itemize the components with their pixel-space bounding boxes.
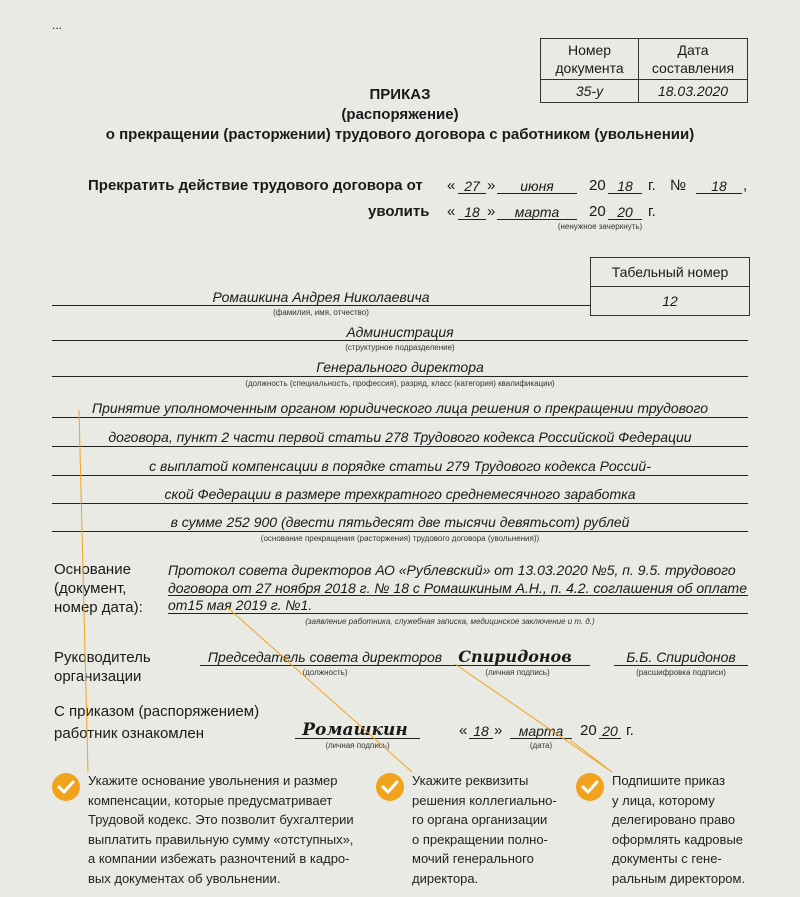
note-line: Трудовой кодекс. Это позволит бухгалтерии [88,812,354,827]
year-prefix: 20 [580,722,597,739]
note-line: у лица, которому [612,792,715,808]
acquainted-label-line: работник ознакомлен [54,725,204,742]
acquainted-year: 20 [602,723,618,739]
position-caption: (должность (специальность, профессия), разряд, класс (категория) квалификации) [245,379,555,388]
note-line: директора. [412,870,479,886]
check-icon [576,773,604,801]
comma: , [743,177,748,194]
department-caption: (структурное подразделение) [345,343,455,352]
employee-signature: Ромашкин [302,720,408,740]
doc-date-value: 18.03.2020 [639,80,748,103]
check-icon [52,773,80,801]
basis-line: Протокол совета директоров АО «Рублевский» от 13.03.2020 №5, п. 9.5. трудового [168,562,736,578]
note-line: решения коллегиально- [412,792,557,808]
contract-day: 27 [464,178,480,194]
year-suffix: г. [648,203,656,220]
tabel-value: 12 [662,293,678,309]
acquainted-label-line: С приказом (распоряжением) [54,703,260,720]
number-sign: № [670,177,687,194]
note-line: о прекращении полно- [412,831,548,847]
dismiss-day: 18 [464,204,480,220]
head-decoding-caption: (расшифровка подписи) [636,668,726,677]
title-line3: о прекращении (расторжении) трудового договора с работником (увольнении) [105,126,695,143]
note-line: ральным директором. [612,870,746,886]
year-prefix: 20 [589,177,606,194]
head-label-line: организации [54,668,142,685]
quote-close: » [487,203,496,220]
basis-line: договора от 27 ноября 2018 г. № 18 с Ромашкиным А.Н., п. 4.2. соглашения об оплате [168,580,748,596]
note-line: делегировано право [612,812,736,827]
date-caption: (дата) [529,741,553,750]
basis-label-line: номер дата): [54,599,143,616]
note-line: а компании избежать разночтений в кадро- [88,851,350,866]
tabel-header: Табельный номер [591,258,749,287]
employee-department: Администрация [346,324,454,340]
title-line2: (распоряжение) [341,106,459,123]
reason-line: в сумме 252 900 (двести пятьдесят две тысячи девятьсот) рублей [170,514,630,530]
contract-year: 18 [617,178,633,194]
quote-open: « [447,177,456,194]
doc-number-header: Номер документа [541,39,639,80]
quote-close: » [487,177,496,194]
basis-caption: (заявление работника, служебная записка, медицинское заключение и т. д.) [305,617,595,626]
contract-number: 18 [711,178,727,194]
dismiss-month: марта [514,204,560,220]
note-line: документы с генe- [612,851,722,866]
employee-name-caption: (фамилия, имя, отчество) [273,308,369,317]
head-signature: Спиридонов [458,647,572,666]
note-line: Укажите реквизиты [412,773,529,788]
note-line: Подпишите приказ [612,773,726,788]
year-prefix: 20 [589,203,606,220]
head-decoding: Б.Б. Спиридонов [626,649,736,665]
head-signature-caption: (личная подпись) [485,668,550,677]
terminate-label: Прекратить действие трудового договора от [88,177,423,194]
title-line1: ПРИКАЗ [369,86,431,103]
note-line: выплатить правильную сумму «отступных», [88,831,354,847]
note-3 [612,771,745,888]
head-position: Председатель совета директоров [207,649,443,665]
note-2 [412,771,557,888]
note-line: вых документах об увольнении. [88,870,281,886]
doc-number-value: 35-у [541,80,639,103]
basis-label-line: Основание [54,561,131,578]
callout-line [79,410,88,772]
head-label-line: Руководитель [54,649,151,666]
quote-open: « [459,722,468,739]
doc-date-header: Дата составления [639,39,748,80]
note-line: мочий генерального [412,851,534,866]
reason-line: Принятие уполномоченным органом юридического лица решения о прекращении трудового [91,400,708,416]
reason-line: с выплатой компенсации в порядке статьи 279 Трудового кодекса Россий- [149,458,651,474]
note-line: Укажите основание увольнения и размер [88,773,338,788]
note-1 [88,771,354,888]
note-line: го органа организации [412,812,548,827]
quote-close: » [494,722,503,739]
basis-line: от15 мая 2019 г. №1. [168,597,313,613]
reason-line: ской Федерации в размере трехкратного среднемесячного заработка [164,486,636,502]
reason-line: договора, пункт 2 части первой статьи 278 Трудового кодекса Российской Федерации [108,429,692,445]
acquainted-month: марта [518,723,564,739]
callout-line [455,664,612,772]
year-suffix: г. [648,177,656,194]
check-icon [376,773,404,801]
reason-caption: (основание прекращения (расторжения) трудового договора (увольнения)) [260,534,540,543]
dismiss-label: уволить [368,203,430,220]
callout-line [228,608,412,772]
dismiss-year: 20 [617,204,633,220]
head-position-caption: (должность) [302,668,348,677]
corner-mark: ... [52,18,63,32]
year-suffix: г. [626,722,634,739]
acquainted-day: 18 [473,723,489,739]
employee-name: Ромашкина Андрея Николаевича [212,289,430,305]
employee-position: Генерального директора [316,359,484,375]
note-line: оформлять кадровые [612,831,744,847]
contract-month: июня [520,178,554,194]
basis-label-line: (документ, [54,580,127,597]
employee-signature-caption: (личная подпись) [325,741,390,750]
callout-line [570,740,612,772]
quote-open: « [447,203,456,220]
note-line: компенсации, которые предусматривает [88,792,333,808]
strike-note: (ненужное зачеркнуть) [557,222,643,231]
